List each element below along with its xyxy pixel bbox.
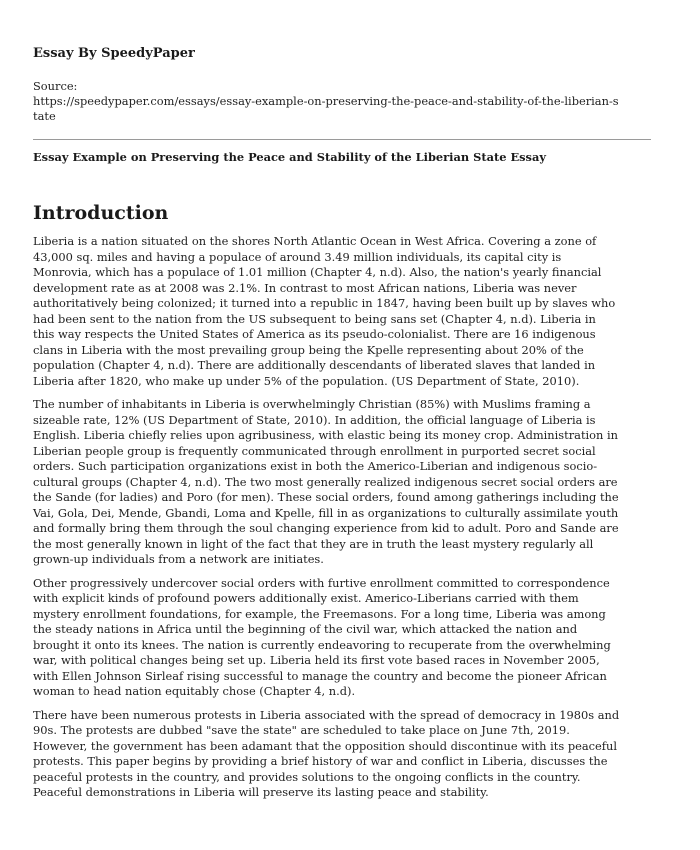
source-url-line-1[interactable]: https://speedypaper.com/essays/essay-example-on-preserving-the-peace-and-stability-of-the-liberian-s (33, 94, 619, 108)
site-title: Essay By SpeedyPaper (33, 46, 195, 61)
paragraph-line: with explicit kinds of profound powers additionally exist. Americo-Liberians carried with them (33, 591, 579, 605)
paragraph-line: this way respects the United States of America as its pseudo-colonialist. There are 16 indigenous (33, 327, 596, 341)
essay-body (33, 234, 663, 809)
essay-paragraph (33, 576, 663, 700)
paragraph-line: grown-up individuals from a network are initiates. (33, 552, 324, 566)
paragraph-line: 90s. The protests are dubbed "save the state" are scheduled to take place on June 7th, 2019. (33, 723, 570, 737)
source-url-line-2[interactable]: tate (33, 109, 56, 123)
paragraph-line: Monrovia, which has a populace of 1.01 million (Chapter 4, n.d). Also, the nation's yearly financial (33, 265, 602, 279)
paragraph-line: However, the government has been adamant that the opposition should discontinue with its peaceful (33, 738, 617, 753)
paragraph-line: orders. Such participation organizations exist in both the Americo-Liberian and indigenous socio- (33, 459, 598, 473)
divider (33, 139, 651, 140)
paragraph-line: brought it onto its knees. The nation is currently endeavoring to recuperate from the overwhelming (33, 637, 611, 652)
paragraph-line: population (Chapter 4, n.d). There are additionally descendants of liberated slaves that landed in (33, 358, 596, 372)
paragraph-line: development rate as at 2008 was 2.1%. In contrast to most African nations, Liberia was never (33, 280, 577, 295)
paragraph-line: peaceful protests in the country, and provides solutions to the ongoing conflicts in the country. (33, 769, 581, 784)
paragraph-line: 43,000 sq. miles and having a populace of around 3.49 million individuals, its capital city is (33, 249, 562, 264)
essay-paragraph (33, 234, 663, 389)
paragraph-line: cultural groups (Chapter 4, n.d). The two most generally realized indigenous secret social orders are (33, 474, 618, 489)
source-label: Source: (33, 79, 78, 93)
paragraph-line: Liberian people group is frequently communicated through enrollment in purported secret social (33, 443, 596, 458)
paragraph-line: The number of inhabitants in Liberia is overwhelmingly Christian (85%) with Muslims framing a (33, 397, 591, 411)
paragraph-line: the Sande (for ladies) and Poro (for men). These social orders, found among gatherings including the (33, 490, 619, 504)
paragraph-line: protests. This paper begins by providing a brief history of war and conflict in Liberia, discusses the (33, 754, 608, 768)
paragraph-line: Other progressively undercover social orders with furtive enrollment committed to correspondence (33, 575, 610, 590)
paragraph-line: clans in Liberia with the most prevailing group being the Kpelle representing about 20% of the (33, 342, 584, 357)
paragraph-line: woman to head nation equitably chose (Chapter 4, n.d). (33, 684, 356, 698)
essay-paragraph (33, 397, 663, 568)
paragraph-line: English. Liberia chiefly relies upon agribusiness, with elastic being its money crop. Administration in (33, 428, 618, 442)
paragraph-line: the most generally known in light of the fact that they are in truth the least mystery regularly all (33, 536, 594, 551)
source-url[interactable] (33, 94, 663, 124)
essay-paragraph (33, 708, 663, 801)
paragraph-line: Liberia is a nation situated on the shores North Atlantic Ocean in West Africa. Covering a zone of (33, 234, 597, 248)
paragraph-line: mystery enrollment foundations, for example, the Freemasons. For a long time, Liberia was among (33, 606, 606, 621)
paragraph-line: Liberia after 1820, who make up under 5% of the population. (US Department of State, 2010). (33, 373, 580, 388)
paragraph-line: with Ellen Johnson Sirleaf rising successful to manage the country and become the pioneer African (33, 668, 607, 683)
paragraph-line: authoritatively being colonized; it turned into a republic in 1847, having been built up by slaves who (33, 296, 616, 310)
paragraph-line: and formally bring them through the soul changing experience from kid to adult. Poro and Sande are (33, 521, 619, 535)
paragraph-line: the steady nations in Africa until the beginning of the civil war, which attacked the nation and (33, 622, 578, 636)
source-block (33, 79, 663, 124)
paragraph-line: Vai, Gola, Dei, Mende, Gbandi, Loma and Kpelle, fill in as organizations to culturally assimilate youth (33, 505, 619, 520)
paragraph-line: There have been numerous protests in Liberia associated with the spread of democracy in 1980s and (33, 707, 620, 722)
paragraph-line: sizeable rate, 12% (US Department of State, 2010). In addition, the official language of Liberia is (33, 412, 596, 427)
paragraph-line: Peaceful demonstrations in Liberia will preserve its lasting peace and stability. (33, 785, 489, 799)
essay-title: Essay Example on Preserving the Peace and Stability of the Liberian State Essay (33, 150, 546, 164)
section-heading: Introduction (33, 202, 169, 224)
paragraph-line: war, with political changes being set up. Liberia held its first vote based races in November 2005, (33, 653, 600, 667)
paragraph-line: had been sent to the nation from the US subsequent to being sans set (Chapter 4, n.d). Liberia in (33, 311, 596, 326)
